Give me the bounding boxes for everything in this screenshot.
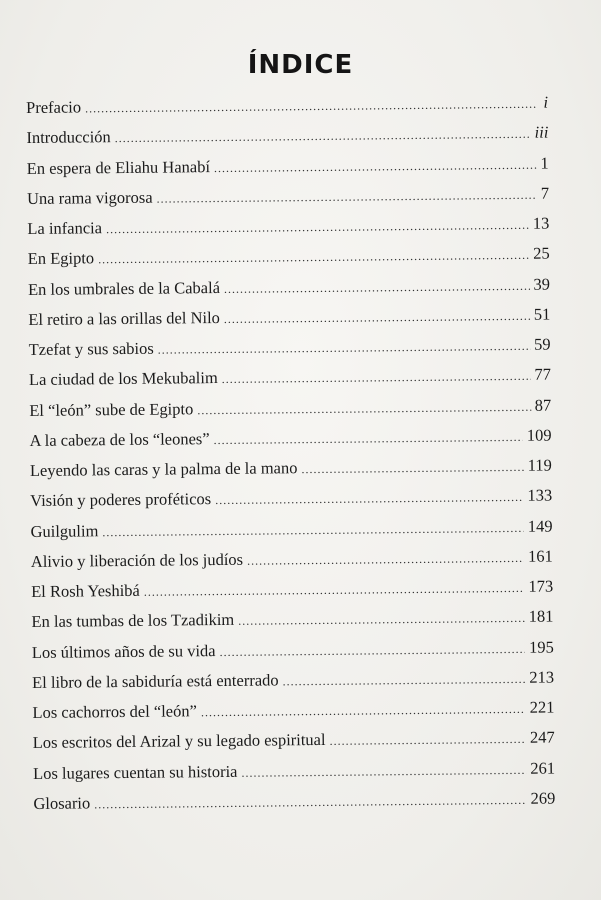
page-title: ÍNDICE <box>247 50 354 80</box>
toc-entry-title: Prefacio <box>26 97 82 117</box>
dot-leader <box>85 97 536 117</box>
dot-leader <box>201 702 526 720</box>
toc-entry-page-number: 13 <box>532 213 550 233</box>
dot-leader <box>215 490 523 508</box>
dot-leader <box>224 278 530 296</box>
dot-leader <box>115 127 531 146</box>
toc-entry-page-number: 109 <box>526 425 552 445</box>
table-of-contents <box>26 93 556 824</box>
toc-entry-title: Una rama vigorosa <box>26 187 153 208</box>
toc-entry-page-number: 1 <box>540 153 549 173</box>
dot-leader <box>106 218 529 237</box>
toc-entry-page-number: 119 <box>527 455 552 475</box>
dot-leader <box>241 762 526 780</box>
dot-leader <box>214 430 523 448</box>
toc-entry-title: En las tumbas de los Tzadikim <box>31 610 235 632</box>
toc-entry-title: Glosario <box>33 793 91 813</box>
toc-entry-page-number: 39 <box>533 274 551 294</box>
toc-entry-title: Los cachorros del “león” <box>32 701 197 722</box>
dot-leader <box>247 551 524 569</box>
toc-entry <box>33 788 555 824</box>
dot-leader <box>222 369 531 387</box>
toc-entry-page-number: 7 <box>540 183 550 203</box>
toc-entry-title: Los lugares cuentan su historia <box>32 761 238 783</box>
toc-entry-page-number: 247 <box>529 727 555 748</box>
toc-entry-page-number: 213 <box>529 667 555 687</box>
dot-leader <box>301 460 523 477</box>
toc-entry-title: Guilgulim <box>30 520 99 541</box>
dot-leader <box>158 339 531 358</box>
toc-entry-page-number: 261 <box>530 757 556 778</box>
toc-entry-title: En Egipto <box>27 248 95 269</box>
toc-entry-page-number: 77 <box>534 364 552 384</box>
toc-entry-page-number: 59 <box>534 334 551 354</box>
toc-entry-page-number: 87 <box>534 395 552 415</box>
toc-entry-title: Visión y poderes proféticos <box>30 489 212 511</box>
dot-leader <box>214 157 537 175</box>
dot-leader <box>102 520 524 539</box>
toc-entry-page-number: 25 <box>533 243 550 263</box>
toc-entry-title: La ciudad de los Mekubalim <box>28 368 218 390</box>
toc-entry-title: Los últimos años de su vida <box>31 640 216 662</box>
toc-entry-page-number: 181 <box>528 606 554 627</box>
dot-leader <box>197 399 531 417</box>
toc-entry-title: En los umbrales de la Cabalá <box>27 277 221 299</box>
toc-entry-title: Tzefat y sus sabios <box>28 338 154 359</box>
toc-entry-page-number: 51 <box>533 304 551 324</box>
toc-entry-title: Los escritos del Arizal y su legado espiritual <box>32 730 326 753</box>
toc-entry-page-number: 149 <box>527 516 553 536</box>
toc-entry-title: El Rosh Yeshibá <box>31 580 140 601</box>
dot-leader <box>220 641 526 659</box>
dot-leader <box>329 732 526 749</box>
toc-entry-page-number: iii <box>534 122 549 142</box>
toc-entry-page-number: 133 <box>527 485 553 506</box>
dot-leader <box>283 672 526 690</box>
toc-entry-page-number: 161 <box>527 546 553 566</box>
toc-entry-title: Leyendo las caras y la palma de la mano <box>29 458 298 480</box>
toc-entry-page-number: 195 <box>528 637 554 657</box>
dot-leader <box>144 581 525 600</box>
toc-entry-title: El retiro a las orillas del Nilo <box>28 307 220 329</box>
dot-leader <box>157 187 537 206</box>
toc-entry-page-number: 269 <box>530 788 556 808</box>
toc-entry-title: Alivio y liberación de los judíos <box>30 549 244 571</box>
toc-entry-page-number: i <box>543 92 549 112</box>
toc-entry-page-number: 221 <box>529 697 555 717</box>
toc-entry-title: Introducción <box>26 127 111 148</box>
dot-leader <box>98 248 529 268</box>
dot-leader <box>224 308 530 326</box>
toc-entry-page-number: 173 <box>528 576 554 596</box>
dot-leader <box>94 793 527 813</box>
toc-entry-title: La infancia <box>27 218 103 238</box>
toc-entry-title: En espera de Eliahu Hanabí <box>26 156 211 178</box>
toc-entry-title: A la cabeza de los “leones” <box>29 428 210 450</box>
toc-entry-title: El libro de la sabiduría está enterrado <box>32 670 279 692</box>
dot-leader <box>238 611 525 629</box>
toc-entry-title: El “león” sube de Egipto <box>29 398 194 420</box>
